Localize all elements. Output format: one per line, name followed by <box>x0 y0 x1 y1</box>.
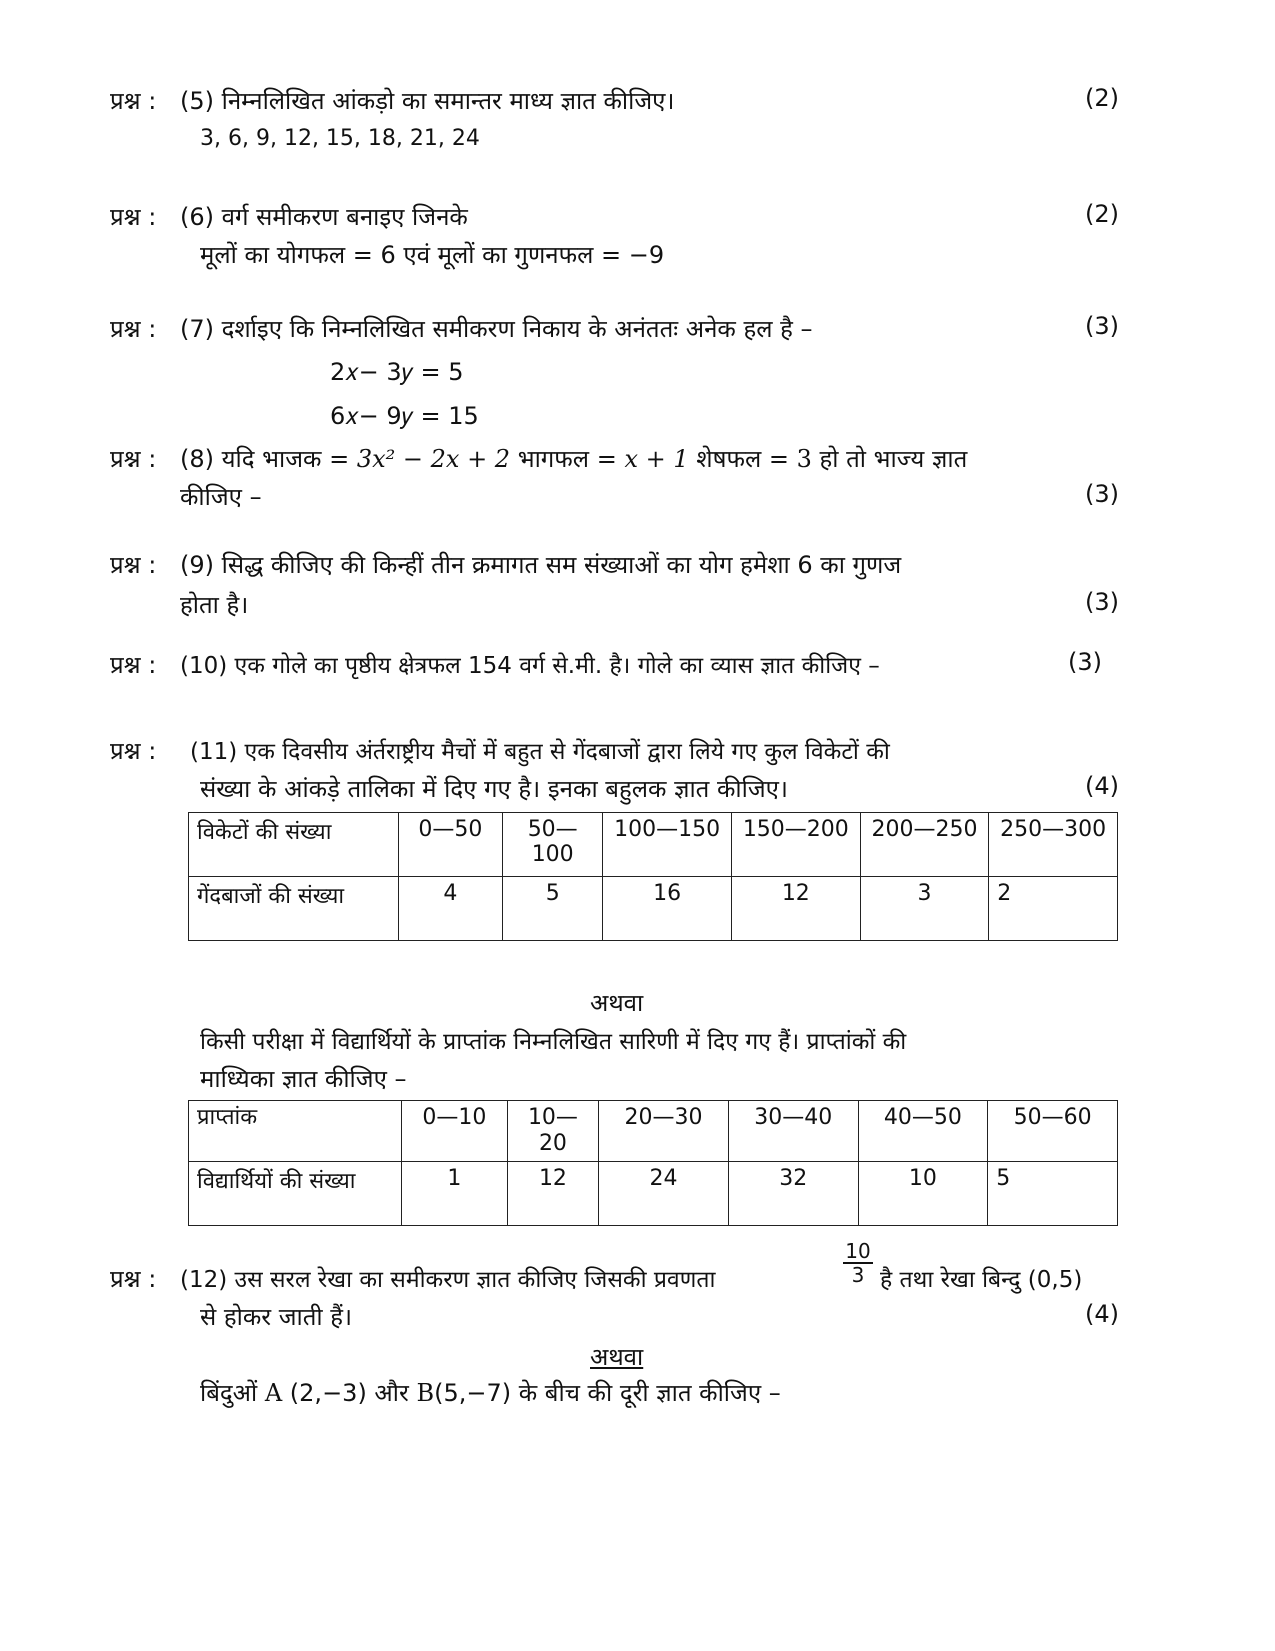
q9-label: प्रश्न : <box>110 551 157 579</box>
q7-marks: (3) <box>1085 312 1119 340</box>
students-value: 1 <box>402 1162 508 1226</box>
q11-line2: संख्या के आंकड़े तालिका में दिए गए है। इनका बहुलक ज्ञात कीजिए। <box>200 775 789 803</box>
wickets-class: 200—250 <box>860 813 989 877</box>
q8-text-d: हो तो भाज्य ज्ञात <box>811 445 968 473</box>
q8-text-a: (8) यदि भाजक = <box>180 445 357 473</box>
q11-label: प्रश्न : <box>110 737 157 765</box>
wickets-table <box>188 812 1118 941</box>
or2-text-a: बिंदुओं <box>200 1379 265 1407</box>
bowlers-value: 5 <box>503 877 603 941</box>
students-value: 10 <box>858 1162 988 1226</box>
or-label-1: अथवा <box>590 989 644 1017</box>
marks-head: प्राप्तांक <box>189 1101 402 1162</box>
bowlers-value: 3 <box>860 877 989 941</box>
slope-numerator: 10 <box>843 1240 873 1264</box>
marks-row <box>189 1101 1118 1162</box>
q8-text-b: भागफल = <box>510 445 625 473</box>
q12-text-b: है तथा रेखा बिन्दु (0,5) <box>880 1267 1083 1293</box>
wickets-row <box>189 813 1118 877</box>
q8-marks: (3) <box>1085 480 1119 508</box>
q6-label: प्रश्न : <box>110 203 157 231</box>
q8-quotient: x + 1 <box>624 445 689 473</box>
q11-text: (11) एक दिवसीय अंर्तराष्ट्रीय मैचों में बहुत से गेंदबाजों द्वारा लिये गए कुल विकेटों की <box>190 739 890 765</box>
marks-class: 40—50 <box>858 1101 988 1162</box>
q6-text: (6) वर्ग समीकरण बनाइए जिनके <box>180 203 468 231</box>
q12-text-a: (12) उस सरल रेखा का समीकरण ज्ञात कीजिए जिसकी प्रवणता <box>180 1267 716 1293</box>
q10-label: प्रश्न : <box>110 651 157 679</box>
q6-marks: (2) <box>1085 200 1119 228</box>
students-head: विद्यार्थियों की संख्या <box>189 1162 402 1226</box>
q7-label: प्रश्न : <box>110 315 157 343</box>
q9-text: (9) सिद्ध कीजिए की किन्हीं तीन क्रमागत सम संख्याओं का योग हमेशा 6 का गुणज <box>180 551 902 579</box>
q10-text: (10) एक गोले का पृष्ठीय क्षेत्रफल 154 वर्ग से.मी. है। गोले का व्यास ज्ञात कीजिए – <box>180 653 880 679</box>
q5-label: प्रश्न : <box>110 87 157 115</box>
wickets-class: 100—150 <box>603 813 732 877</box>
q8-line2: कीजिए – <box>180 483 262 511</box>
q6-line2: मूलों का योगफल = 6 एवं मूलों का गुणनफल = −9 <box>200 241 665 269</box>
q12-line2: से होकर जाती हैं। <box>200 1303 353 1331</box>
point-b: B <box>416 1379 435 1407</box>
q5-data: 3, 6, 9, 12, 15, 18, 21, 24 <box>200 126 480 151</box>
or1-line2: माध्यिका ज्ञात कीजिए – <box>200 1065 407 1093</box>
q12-label: प्रश्न : <box>110 1265 157 1293</box>
wickets-class: 250—300 <box>989 813 1118 877</box>
wickets-class: 50—100 <box>503 813 603 877</box>
students-value: 12 <box>507 1162 598 1226</box>
slope-fraction <box>843 1240 873 1286</box>
students-row <box>189 1162 1118 1226</box>
or1-line1: किसी परीक्षा में विद्यार्थियों के प्राप्तांक निम्नलिखित सारिणी में दिए गए हैं। प्राप्तांकों की <box>200 1029 907 1055</box>
q5-text: (5) निम्नलिखित आंकड़ो का समान्तर माध्य ज्ञात कीजिए। <box>180 87 675 115</box>
bowlers-value: 2 <box>989 877 1118 941</box>
q12-marks: (4) <box>1085 1300 1119 1328</box>
q7-text: (7) दर्शाइए कि निम्नलिखित समीकरण निकाय के अनंततः अनेक हल है – <box>180 315 813 343</box>
wickets-head: विकेटों की संख्या <box>189 813 399 877</box>
marks-table <box>188 1100 1118 1226</box>
or2-text <box>200 1376 781 1409</box>
q5-marks: (2) <box>1085 84 1119 112</box>
students-value: 24 <box>599 1162 729 1226</box>
slope-denominator: 3 <box>851 1263 865 1287</box>
bowlers-value: 4 <box>398 877 502 941</box>
marks-class: 10—20 <box>507 1101 598 1162</box>
bowlers-head: गेंदबाजों की संख्या <box>189 877 399 941</box>
q9-marks: (3) <box>1085 588 1119 616</box>
q7-eq2: 6𝑥− 9𝑦 = 15 <box>330 402 479 430</box>
q7-eq1: 2𝑥− 3𝑦 = 5 <box>330 358 464 386</box>
point-a: A <box>264 1379 283 1407</box>
or2-coord-b: (5,−7) के बीच की दूरी ज्ञात कीजिए – <box>434 1379 781 1407</box>
q8-text-c: शेषफल = <box>688 445 797 473</box>
wickets-class: 0—50 <box>398 813 502 877</box>
q11-marks: (4) <box>1085 772 1119 800</box>
or-label-2: अथवा <box>590 1343 644 1371</box>
q9-line2: होता है। <box>180 591 249 619</box>
marks-class: 20—30 <box>599 1101 729 1162</box>
q8-divisor: 3x² − 2x + 2 <box>356 445 511 473</box>
marks-class: 0—10 <box>402 1101 508 1162</box>
students-value: 5 <box>988 1162 1118 1226</box>
bowlers-value: 12 <box>731 877 860 941</box>
or2-coord-a: (2,−3) और <box>282 1379 417 1407</box>
wickets-class: 150—200 <box>731 813 860 877</box>
students-value: 32 <box>728 1162 858 1226</box>
q8-label: प्रश्न : <box>110 445 157 473</box>
bowlers-value: 16 <box>603 877 732 941</box>
q8-text <box>180 442 967 475</box>
marks-class: 30—40 <box>728 1101 858 1162</box>
q10-marks: (3) <box>1068 648 1102 676</box>
q8-remainder: 3 <box>796 445 812 473</box>
marks-class: 50—60 <box>988 1101 1118 1162</box>
bowlers-row <box>189 877 1118 941</box>
